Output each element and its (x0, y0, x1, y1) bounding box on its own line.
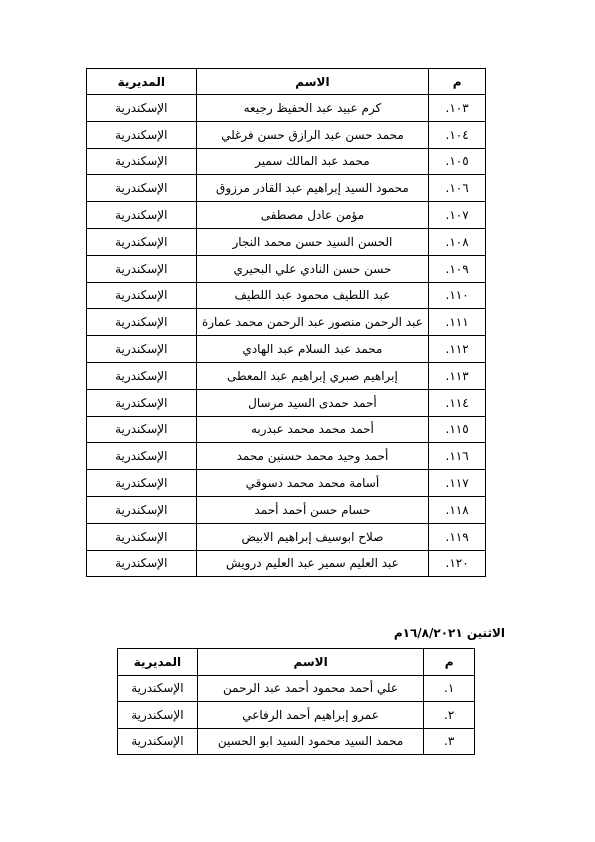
row-directorate: الإسكندرية (87, 389, 197, 416)
row-number: ١٠٧. (429, 202, 486, 229)
table-row (87, 255, 486, 282)
row-directorate: الإسكندرية (87, 255, 197, 282)
row-directorate: الإسكندرية (87, 550, 197, 577)
header-directorate: المديرية (87, 69, 197, 95)
row-name: أسامة محمد محمد دسوقي (196, 470, 429, 497)
table-row (87, 228, 486, 255)
row-number: ١٠٦. (429, 175, 486, 202)
row-name: صلاح ابوسيف إبراهيم الابيض (196, 523, 429, 550)
row-directorate: الإسكندرية (87, 148, 197, 175)
row-directorate: الإسكندرية (87, 95, 197, 122)
row-directorate: الإسكندرية (87, 175, 197, 202)
row-name: عبد العليم سمير عبد العليم درويش (196, 550, 429, 577)
row-directorate: الإسكندرية (87, 362, 197, 389)
table-row (87, 282, 486, 309)
row-name: الحسن السيد حسن محمد النجار (196, 228, 429, 255)
table-header-row (87, 69, 486, 95)
row-directorate: الإسكندرية (87, 121, 197, 148)
row-directorate: الإسكندرية (87, 443, 197, 470)
row-name: عبد الرحمن منصور عبد الرحمن محمد عمارة (196, 309, 429, 336)
row-name: إبراهيم صبري إبراهيم عبد المعطى (196, 362, 429, 389)
row-number: ١١٧. (429, 470, 486, 497)
table-row (118, 728, 475, 755)
table-row (87, 470, 486, 497)
row-name: محمد عبد المالك سمير (196, 148, 429, 175)
row-name: عمرو إبراهيم أحمد الرفاعي (197, 702, 424, 729)
row-number: ١٠٤. (429, 121, 486, 148)
table-row (87, 175, 486, 202)
row-directorate: الإسكندرية (87, 470, 197, 497)
header-directorate: المديرية (118, 649, 198, 676)
table-row (87, 336, 486, 363)
table-row (87, 202, 486, 229)
row-name: محمد السيد محمود السيد ابو الحسين (197, 728, 424, 755)
row-number: ١٠٥. (429, 148, 486, 175)
row-number: ٣. (424, 728, 475, 755)
row-number: ١١٥. (429, 416, 486, 443)
row-name: محمد حسن عبد الرازق حسن فرغلي (196, 121, 429, 148)
row-directorate: الإسكندرية (118, 728, 198, 755)
date-heading: الاثنين ١٦/٨/٢٠٢١م (393, 626, 505, 640)
row-number: ١١٦. (429, 443, 486, 470)
row-name: علي أحمد محمود أحمد عبد الرحمن (197, 675, 424, 702)
row-number: ١. (424, 675, 475, 702)
row-name: عبد اللطيف محمود عبد اللطيف (196, 282, 429, 309)
table-row (87, 496, 486, 523)
table-row (87, 362, 486, 389)
header-name: الاسم (197, 649, 424, 676)
table-row (87, 443, 486, 470)
table-header-row (118, 649, 475, 676)
header-name: الاسم (196, 69, 429, 95)
row-directorate: الإسكندرية (87, 496, 197, 523)
row-number: ١٠٨. (429, 228, 486, 255)
row-directorate: الإسكندرية (87, 309, 197, 336)
row-number: ١٠٣. (429, 95, 486, 122)
table-row (87, 148, 486, 175)
row-number: ١٢٠. (429, 550, 486, 577)
table-row (87, 523, 486, 550)
row-name: أحمد حمدى السيد مرسال (196, 389, 429, 416)
row-directorate: الإسكندرية (87, 523, 197, 550)
row-directorate: الإسكندرية (87, 228, 197, 255)
row-name: أحمد وحيد محمد حسنين محمد (196, 443, 429, 470)
table-row (87, 550, 486, 577)
row-directorate: الإسكندرية (87, 336, 197, 363)
row-number: ١١٢. (429, 336, 486, 363)
row-name: مؤمن عادل مصطفى (196, 202, 429, 229)
table-row (118, 702, 475, 729)
table-row (118, 675, 475, 702)
table-row (87, 95, 486, 122)
row-name: أحمد محمد محمد عبدربه (196, 416, 429, 443)
row-number: ٢. (424, 702, 475, 729)
participants-table-2 (117, 648, 475, 755)
table-row (87, 416, 486, 443)
row-directorate: الإسكندرية (118, 675, 198, 702)
row-directorate: الإسكندرية (87, 282, 197, 309)
row-number: ١١٤. (429, 389, 486, 416)
row-name: محمود السيد إبراهيم عبد القادر مرزوق (196, 175, 429, 202)
row-number: ١١٩. (429, 523, 486, 550)
row-directorate: الإسكندرية (87, 416, 197, 443)
participants-table-1 (86, 68, 486, 577)
row-name: محمد عبد السلام عبد الهادي (196, 336, 429, 363)
row-number: ١٠٩. (429, 255, 486, 282)
header-num: م (429, 69, 486, 95)
row-name: حسام حسن أحمد أحمد (196, 496, 429, 523)
row-name: حسن حسن النادي علي البحيري (196, 255, 429, 282)
row-name: كرم عبيد عبد الحفيظ رجيعه (196, 95, 429, 122)
table-row (87, 389, 486, 416)
table-row (87, 309, 486, 336)
header-num: م (424, 649, 475, 676)
table-row (87, 121, 486, 148)
row-number: ١١٠. (429, 282, 486, 309)
row-directorate: الإسكندرية (87, 202, 197, 229)
row-number: ١١٨. (429, 496, 486, 523)
row-number: ١١١. (429, 309, 486, 336)
row-number: ١١٣. (429, 362, 486, 389)
row-directorate: الإسكندرية (118, 702, 198, 729)
